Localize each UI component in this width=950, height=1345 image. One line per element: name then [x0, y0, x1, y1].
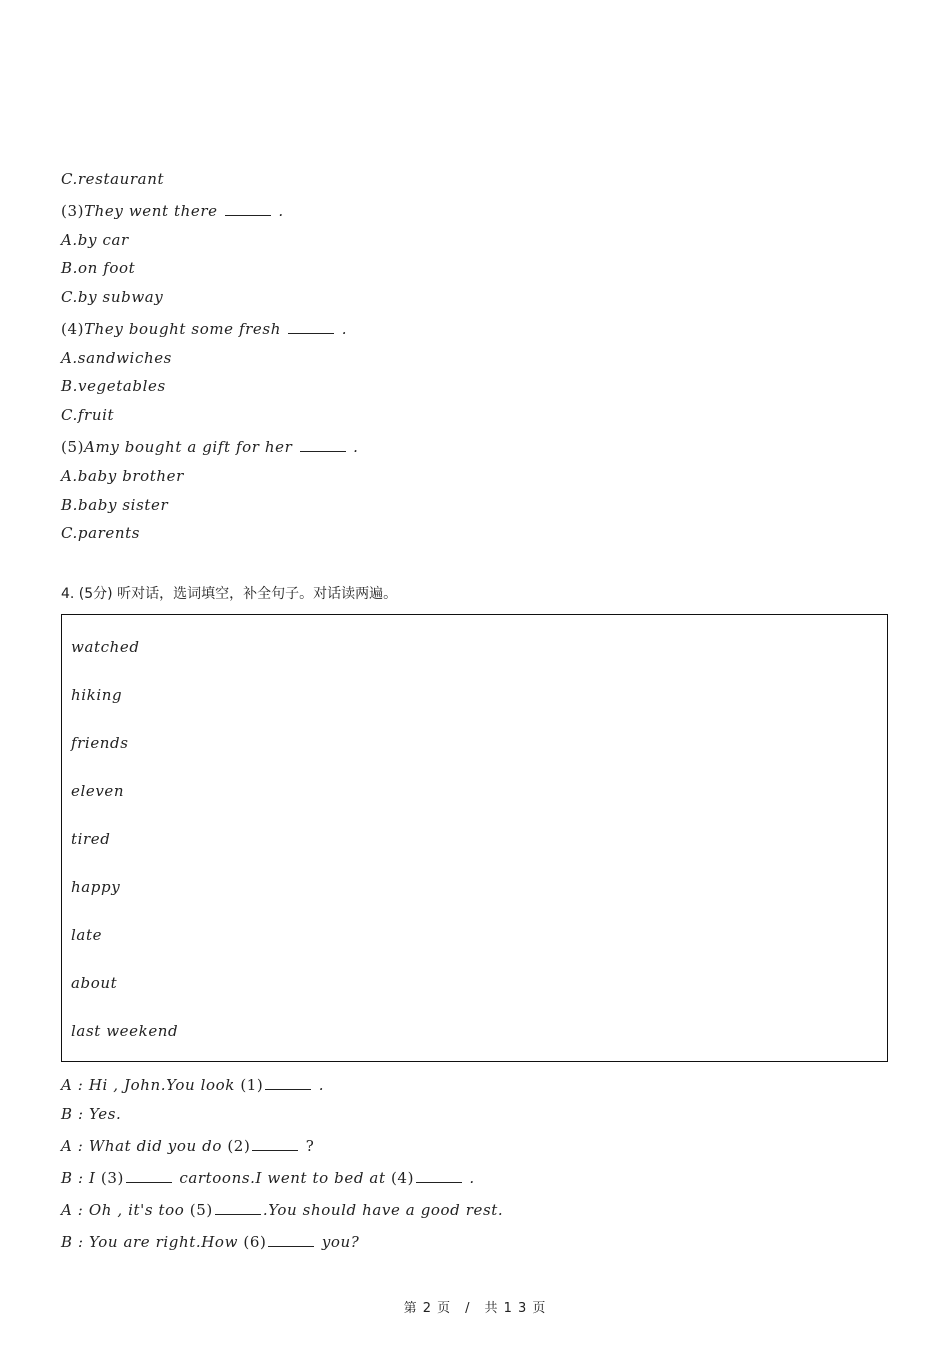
option-line: C.restaurant [61, 170, 165, 188]
dialogue-line-3: A : What did you do (2) ? [61, 1137, 315, 1155]
option-line: B.baby sister [61, 496, 169, 514]
word-item: eleven [71, 782, 125, 800]
dialogue-line-1: A : Hi , John.You look (1) . [61, 1076, 325, 1094]
option-line: B.on foot [61, 259, 136, 277]
word-item: happy [71, 878, 121, 896]
page-footer: 第 2 页 / 共 1 3 页 [403, 1301, 547, 1316]
answer-blank [126, 1170, 172, 1183]
answer-blank [416, 1170, 462, 1183]
option-line: B.vegetables [61, 377, 166, 395]
word-box [61, 614, 888, 1062]
word-item: friends [71, 734, 129, 752]
option-line: A.sandwiches [61, 349, 172, 367]
answer-blank [300, 439, 346, 452]
option-line: C.fruit [61, 406, 115, 424]
option-line: A.baby brother [61, 467, 184, 485]
word-item: about [71, 974, 118, 992]
word-item: late [71, 926, 103, 944]
word-item: last weekend [71, 1022, 179, 1040]
answer-blank [215, 1202, 261, 1215]
option-line: A.by car [61, 231, 129, 249]
word-item: hiking [71, 686, 123, 704]
question-5-sub: (5)Amy bought a gift for her . [61, 438, 359, 456]
question-3: (3)They went there . [61, 202, 284, 220]
question-4-heading: 4. (5分) 听对话，选词填空，补全句子。对话读两遍。 [61, 586, 398, 602]
answer-blank [265, 1077, 311, 1090]
option-line: C.parents [61, 524, 141, 542]
dialogue-line-5: A : Oh , it's too (5) .You should have a good rest. [61, 1201, 504, 1219]
question-4-sub: (4)They bought some fresh . [61, 320, 348, 338]
answer-blank [225, 203, 271, 216]
word-item: tired [71, 830, 111, 848]
dialogue-line-2: B : Yes. [61, 1105, 122, 1123]
answer-blank [252, 1138, 298, 1151]
dialogue-line-4: B : I (3) cartoons.I went to bed at (4) . [61, 1169, 475, 1187]
answer-blank [268, 1234, 314, 1247]
option-line: C.by subway [61, 288, 164, 306]
answer-blank [288, 321, 334, 334]
dialogue-line-6: B : You are right.How (6) you? [61, 1233, 360, 1251]
word-item: watched [71, 638, 140, 656]
